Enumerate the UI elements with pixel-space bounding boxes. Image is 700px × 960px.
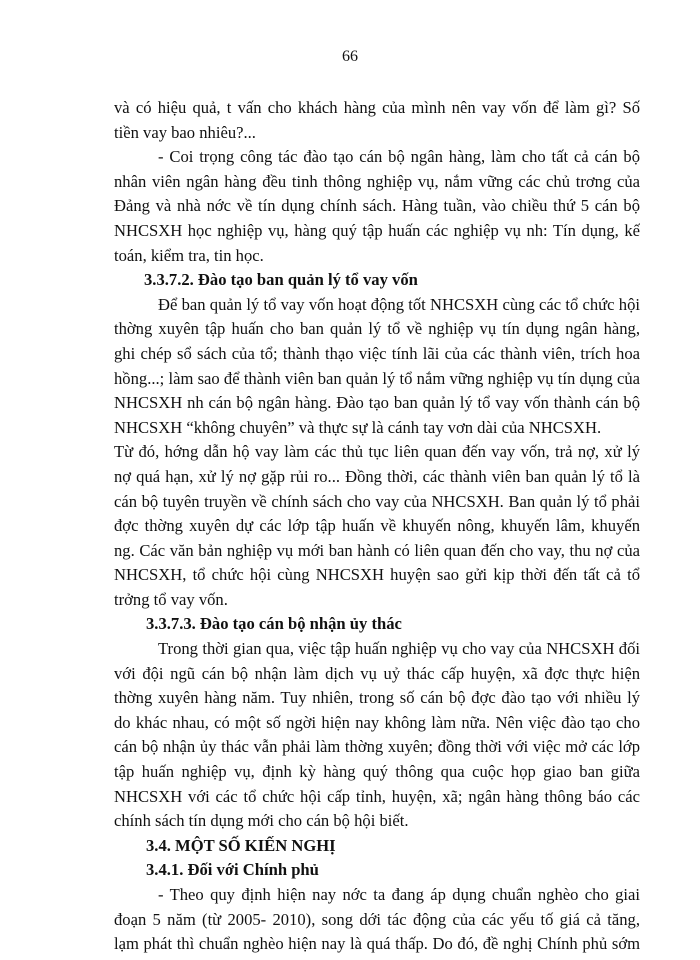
text-line: ghi chép sổ sách của tổ; thành thạo việc tính lãi của các thành viên, trích hoa bbox=[114, 343, 640, 363]
text-line: Từ đó, hớng dẫn hộ vay làm các thủ tục liên quan đến vay vốn, trả nợ, xử lý bbox=[114, 442, 640, 462]
text-line: thờng xuyên tập huấn cho ban quản lý tổ về nghiệp vụ tín dụng ngân hàng, bbox=[114, 319, 640, 339]
section-heading: 3.3.7.2. Đào tạo ban quản lý tổ vay vốn bbox=[144, 270, 418, 290]
section-heading: 3.4.1. Đối với Chính phủ bbox=[146, 860, 319, 880]
text-line: NHCSXH, tổ chức hội cùng NHCSXH huyện sao gửi kịp thời đến tất cả tổ bbox=[114, 565, 640, 585]
text-line: cán bộ tuyên truyền về chính sách cho vay của NHCSXH. Ban quản lý tổ phải bbox=[114, 491, 640, 511]
text-line: NHCSXH nh cán bộ ngân hàng. Đào tạo ban quản lý tổ vay vốn thành cán bộ bbox=[114, 393, 640, 413]
text-line: tập huấn nghiệp vụ, định kỳ hàng quý thông qua cuộc họp giao ban giữa bbox=[114, 762, 640, 782]
text-line: với đội ngũ cán bộ nhận làm dịch vụ uỷ thác cấp huyện, xã đợc thực hiện bbox=[114, 663, 640, 683]
text-line: ng. Các văn bản nghiệp vụ mới ban hành có liên quan đến cho vay, thu nợ của bbox=[114, 540, 640, 560]
text-line: - Theo quy định hiện nay nớc ta đang áp dụng chuẩn nghèo cho giai bbox=[158, 885, 640, 904]
text-line: và có hiệu quả, t vấn cho khách hàng của mình nên vay vốn để làm gì? Số bbox=[114, 98, 640, 117]
text-line: nợ quá hạn, xử lý nợ gặp rủi ro... Đồng thời, các thành viên ban quản lý tổ là bbox=[114, 466, 640, 486]
text-line: thờng xuyên hàng năm. Tuy nhiên, trong số cán bộ đợc đào tạo với nhiều lý bbox=[114, 688, 640, 708]
page-body bbox=[114, 96, 640, 957]
text-line: Trong thời gian qua, việc tập huấn nghiệp vụ cho vay của NHCSXH đối bbox=[158, 639, 640, 659]
text-line: toán, kiểm tra, tin học. bbox=[114, 245, 264, 265]
text-line: do khác nhau, có một số ngời hiện nay không làm nữa. Nên việc đào tạo cho bbox=[114, 712, 640, 732]
text-line: NHCSXH với các tổ chức hội cấp tỉnh, huyện, xã; ngân hàng thông báo các bbox=[114, 786, 640, 806]
text-line: tiền vay bao nhiêu?... bbox=[114, 122, 256, 142]
text-line: đoạn 5 năm (từ 2005- 2010), song dới tác động của các yếu tố giá cả tăng, bbox=[114, 909, 640, 929]
text-line: hồng...; làm sao để thành viên ban quản lý tổ nắm vững nghiệp vụ tín dụng của bbox=[114, 368, 640, 388]
page-number: 66 bbox=[342, 48, 358, 65]
text-line: Để ban quản lý tổ vay vốn hoạt động tốt NHCSXH cùng các tổ chức hội bbox=[158, 294, 640, 314]
text-line: nhân viên ngân hàng đều tinh thông nghiệp vụ, nắm vững các chủ trơng của bbox=[114, 171, 640, 191]
text-line: lạm phát thì chuẩn nghèo hiện nay là quá thấp. Do đó, đề nghị Chính phủ sớm bbox=[114, 934, 640, 954]
section-heading: 3.3.7.3. Đào tạo cán bộ nhận ủy thác bbox=[146, 614, 402, 634]
text-line: NHCSXH “không chuyên” và thực sự là cánh tay vơn dài của NHCSXH. bbox=[114, 417, 602, 437]
text-line: cán bộ nhận ủy thác vẫn phải làm thờng xuyên; đồng thời với việc mở các lớp bbox=[114, 737, 640, 757]
text-line: Đảng và nhà nớc về tín dụng chính sách. Hàng tuần, vào chiều thứ 5 cán bộ bbox=[114, 196, 640, 216]
text-line: chính sách tín dụng mới cho cán bộ hội biết. bbox=[114, 811, 409, 831]
text-line: trởng tổ vay vốn. bbox=[114, 589, 228, 609]
text-line: - Coi trọng công tác đào tạo cán bộ ngân hàng, làm cho tất cả cán bộ bbox=[158, 147, 640, 167]
section-heading: 3.4. MỘT SỐ KIẾN NGHỊ bbox=[146, 835, 336, 855]
text-line: NHCSXH học nghiệp vụ, hàng quý tập huấn các nghiệp vụ nh: Tín dụng, kế bbox=[114, 220, 640, 240]
text-line: đợc thờng xuyên dự các lớp tập huấn về khuyến nông, khuyến lâm, khuyến bbox=[114, 516, 640, 536]
